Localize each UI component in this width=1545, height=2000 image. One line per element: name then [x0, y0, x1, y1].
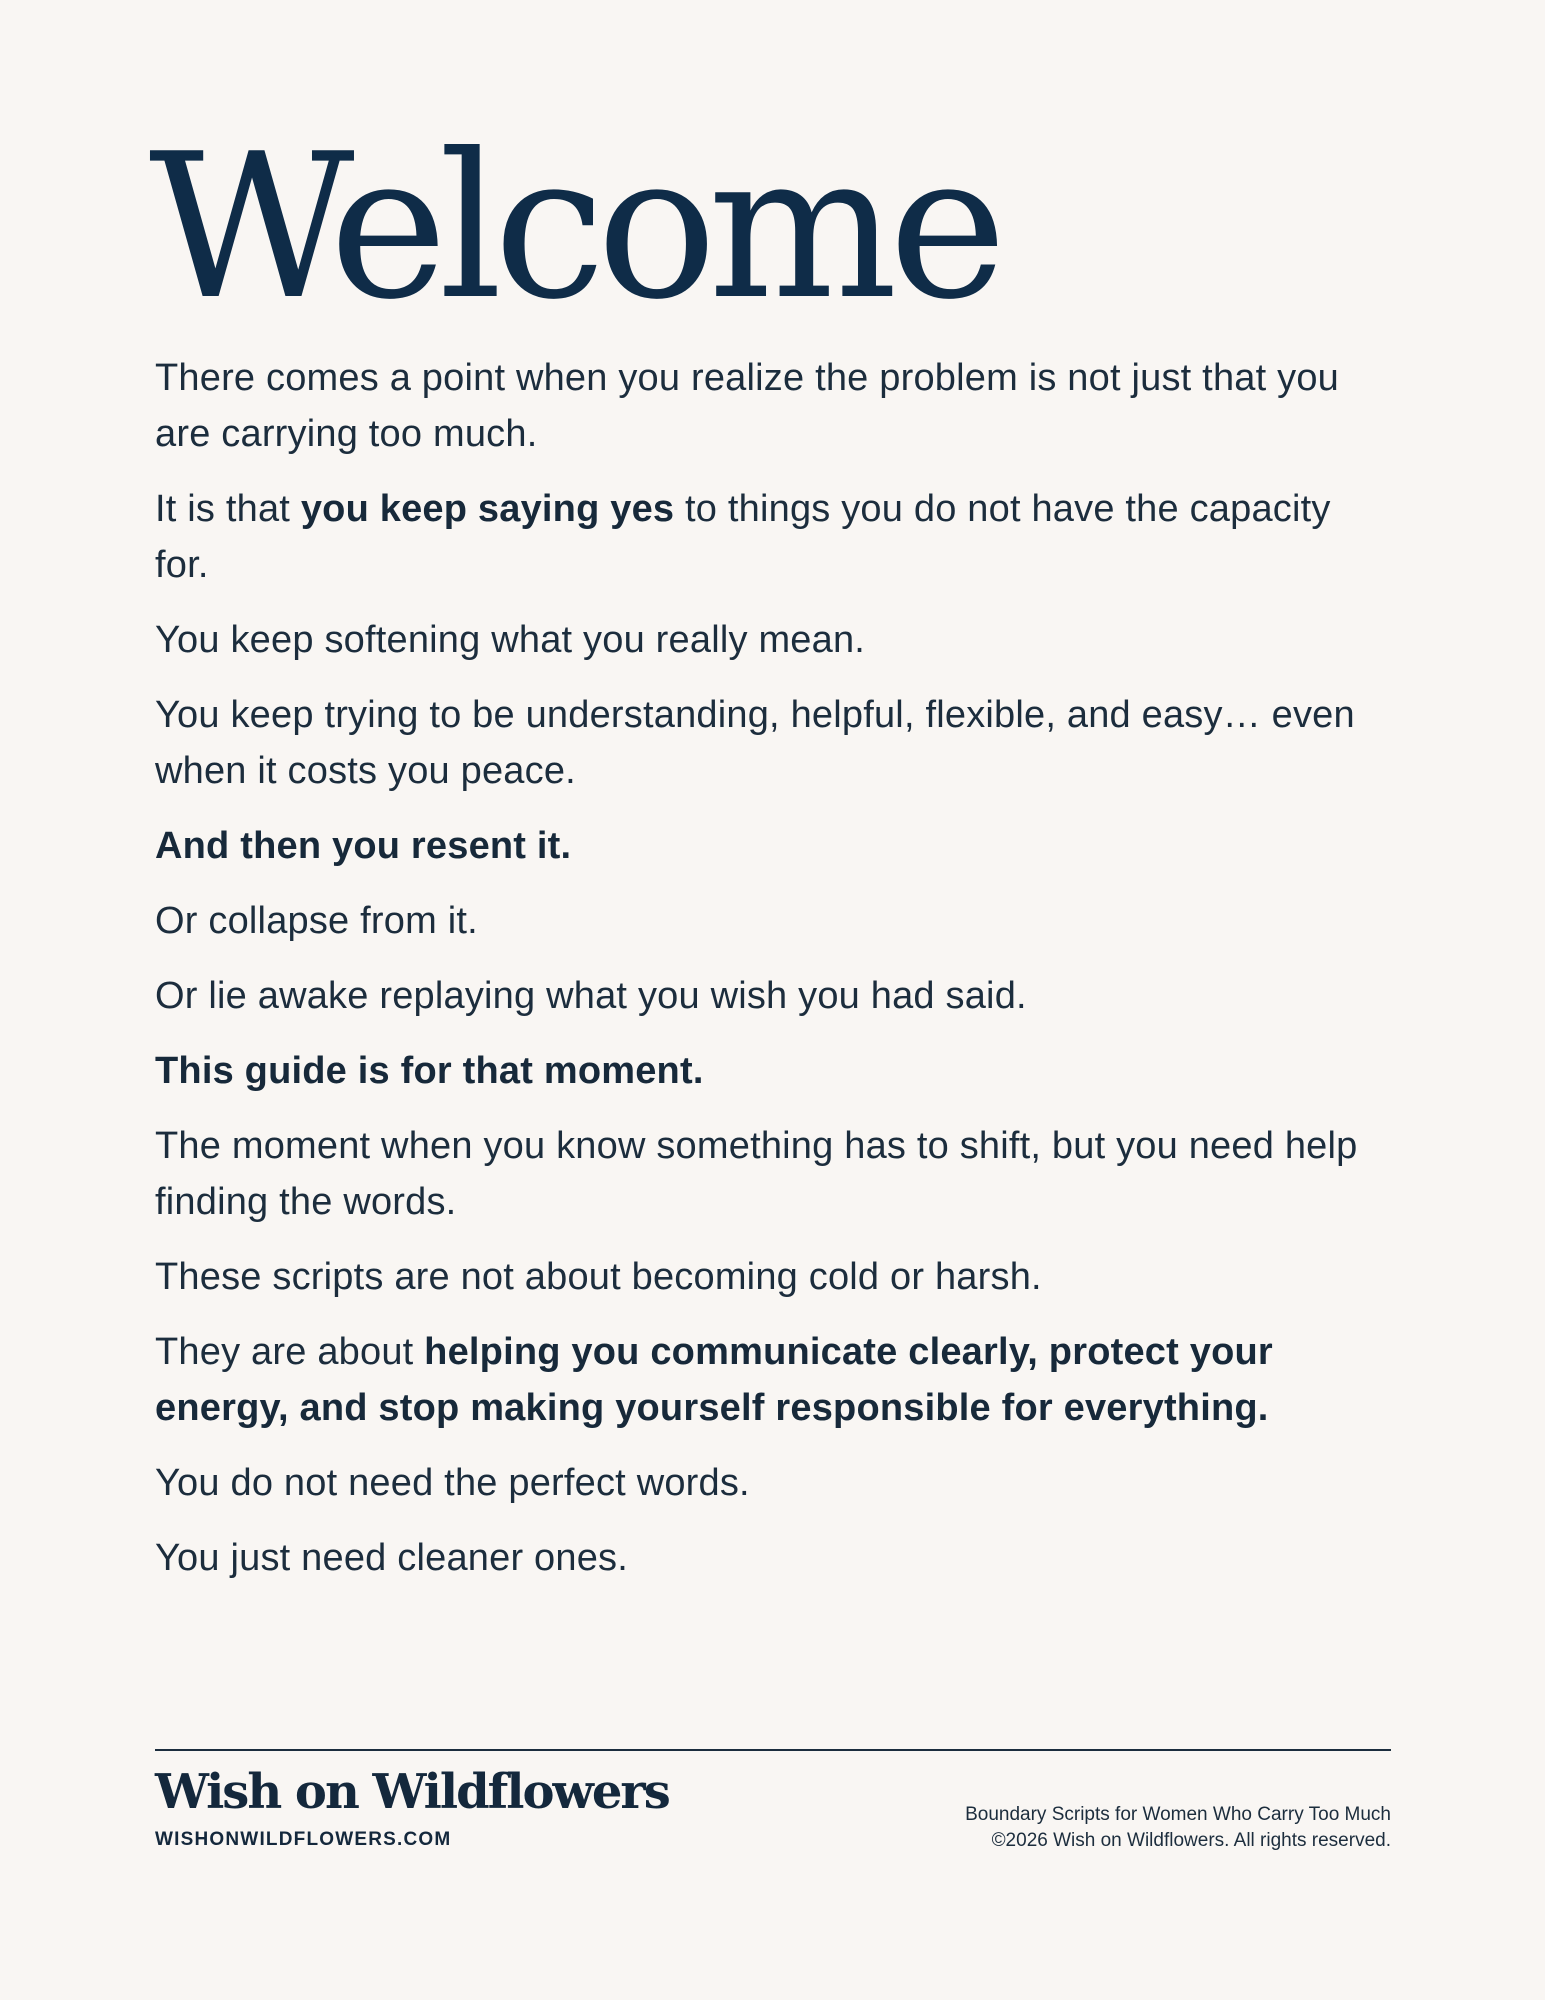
- brand-logo: Wish on Wildflowers: [155, 1764, 669, 1820]
- footer-info: [965, 1802, 1391, 1854]
- paragraph-3: [155, 612, 1391, 668]
- paragraph-text: Or lie awake replaying what you wish you had said.: [155, 975, 1027, 1017]
- copyright-notice: ©2026 Wish on Wildflowers. All rights reserved.: [991, 1830, 1391, 1851]
- page-title: Welcome: [149, 111, 999, 344]
- emphasis-text: This guide is for that moment.: [155, 1050, 704, 1092]
- website-link[interactable]: WISHONWILDFLOWERS.COM: [155, 1829, 452, 1850]
- paragraph-2: [155, 481, 1391, 593]
- paragraph-1: [155, 350, 1391, 462]
- paragraph-text: The moment when you know something has to shift, but you need help finding the words.: [155, 1125, 1358, 1223]
- paragraph-13: [155, 1530, 1391, 1586]
- emphasis-text: you keep saying yes: [300, 488, 675, 530]
- paragraph-text: You keep softening what you really mean.: [155, 619, 866, 661]
- paragraph-text: Or collapse from it.: [155, 900, 478, 942]
- paragraph-text: There comes a point when you realize the problem is not just that you are carrying too much.: [155, 357, 1339, 455]
- paragraph-text: to things you do not have the capacity for.: [155, 488, 1331, 586]
- paragraph-text: It is that: [155, 488, 301, 530]
- paragraph-11: [155, 1324, 1391, 1436]
- paragraph-10: [155, 1249, 1391, 1305]
- paragraph-12: [155, 1455, 1391, 1511]
- paragraph-5: [155, 818, 1391, 874]
- paragraph-9: [155, 1118, 1391, 1230]
- paragraph-6: [155, 893, 1391, 949]
- paragraph-text: These scripts are not about becoming cold or harsh.: [155, 1256, 1042, 1298]
- paragraph-4: [155, 687, 1391, 799]
- paragraph-7: [155, 968, 1391, 1024]
- footer-divider: [155, 1749, 1391, 1751]
- paragraph-8: [155, 1043, 1391, 1099]
- paragraph-text: You do not need the perfect words.: [155, 1462, 750, 1504]
- book-title: Boundary Scripts for Women Who Carry Too Much: [965, 1804, 1391, 1825]
- emphasis-text: And then you resent it.: [155, 825, 572, 867]
- welcome-body: [155, 350, 1391, 1586]
- emphasis-text: helping you communicate clearly, protect your energy, and stop making yourself responsible for everything.: [155, 1331, 1273, 1429]
- page: [149, 0, 1391, 2000]
- paragraph-text: You just need cleaner ones.: [155, 1537, 629, 1579]
- paragraph-text: They are about: [155, 1331, 425, 1373]
- paragraph-text: You keep trying to be understanding, helpful, flexible, and easy… even when it costs you peace.: [155, 694, 1355, 792]
